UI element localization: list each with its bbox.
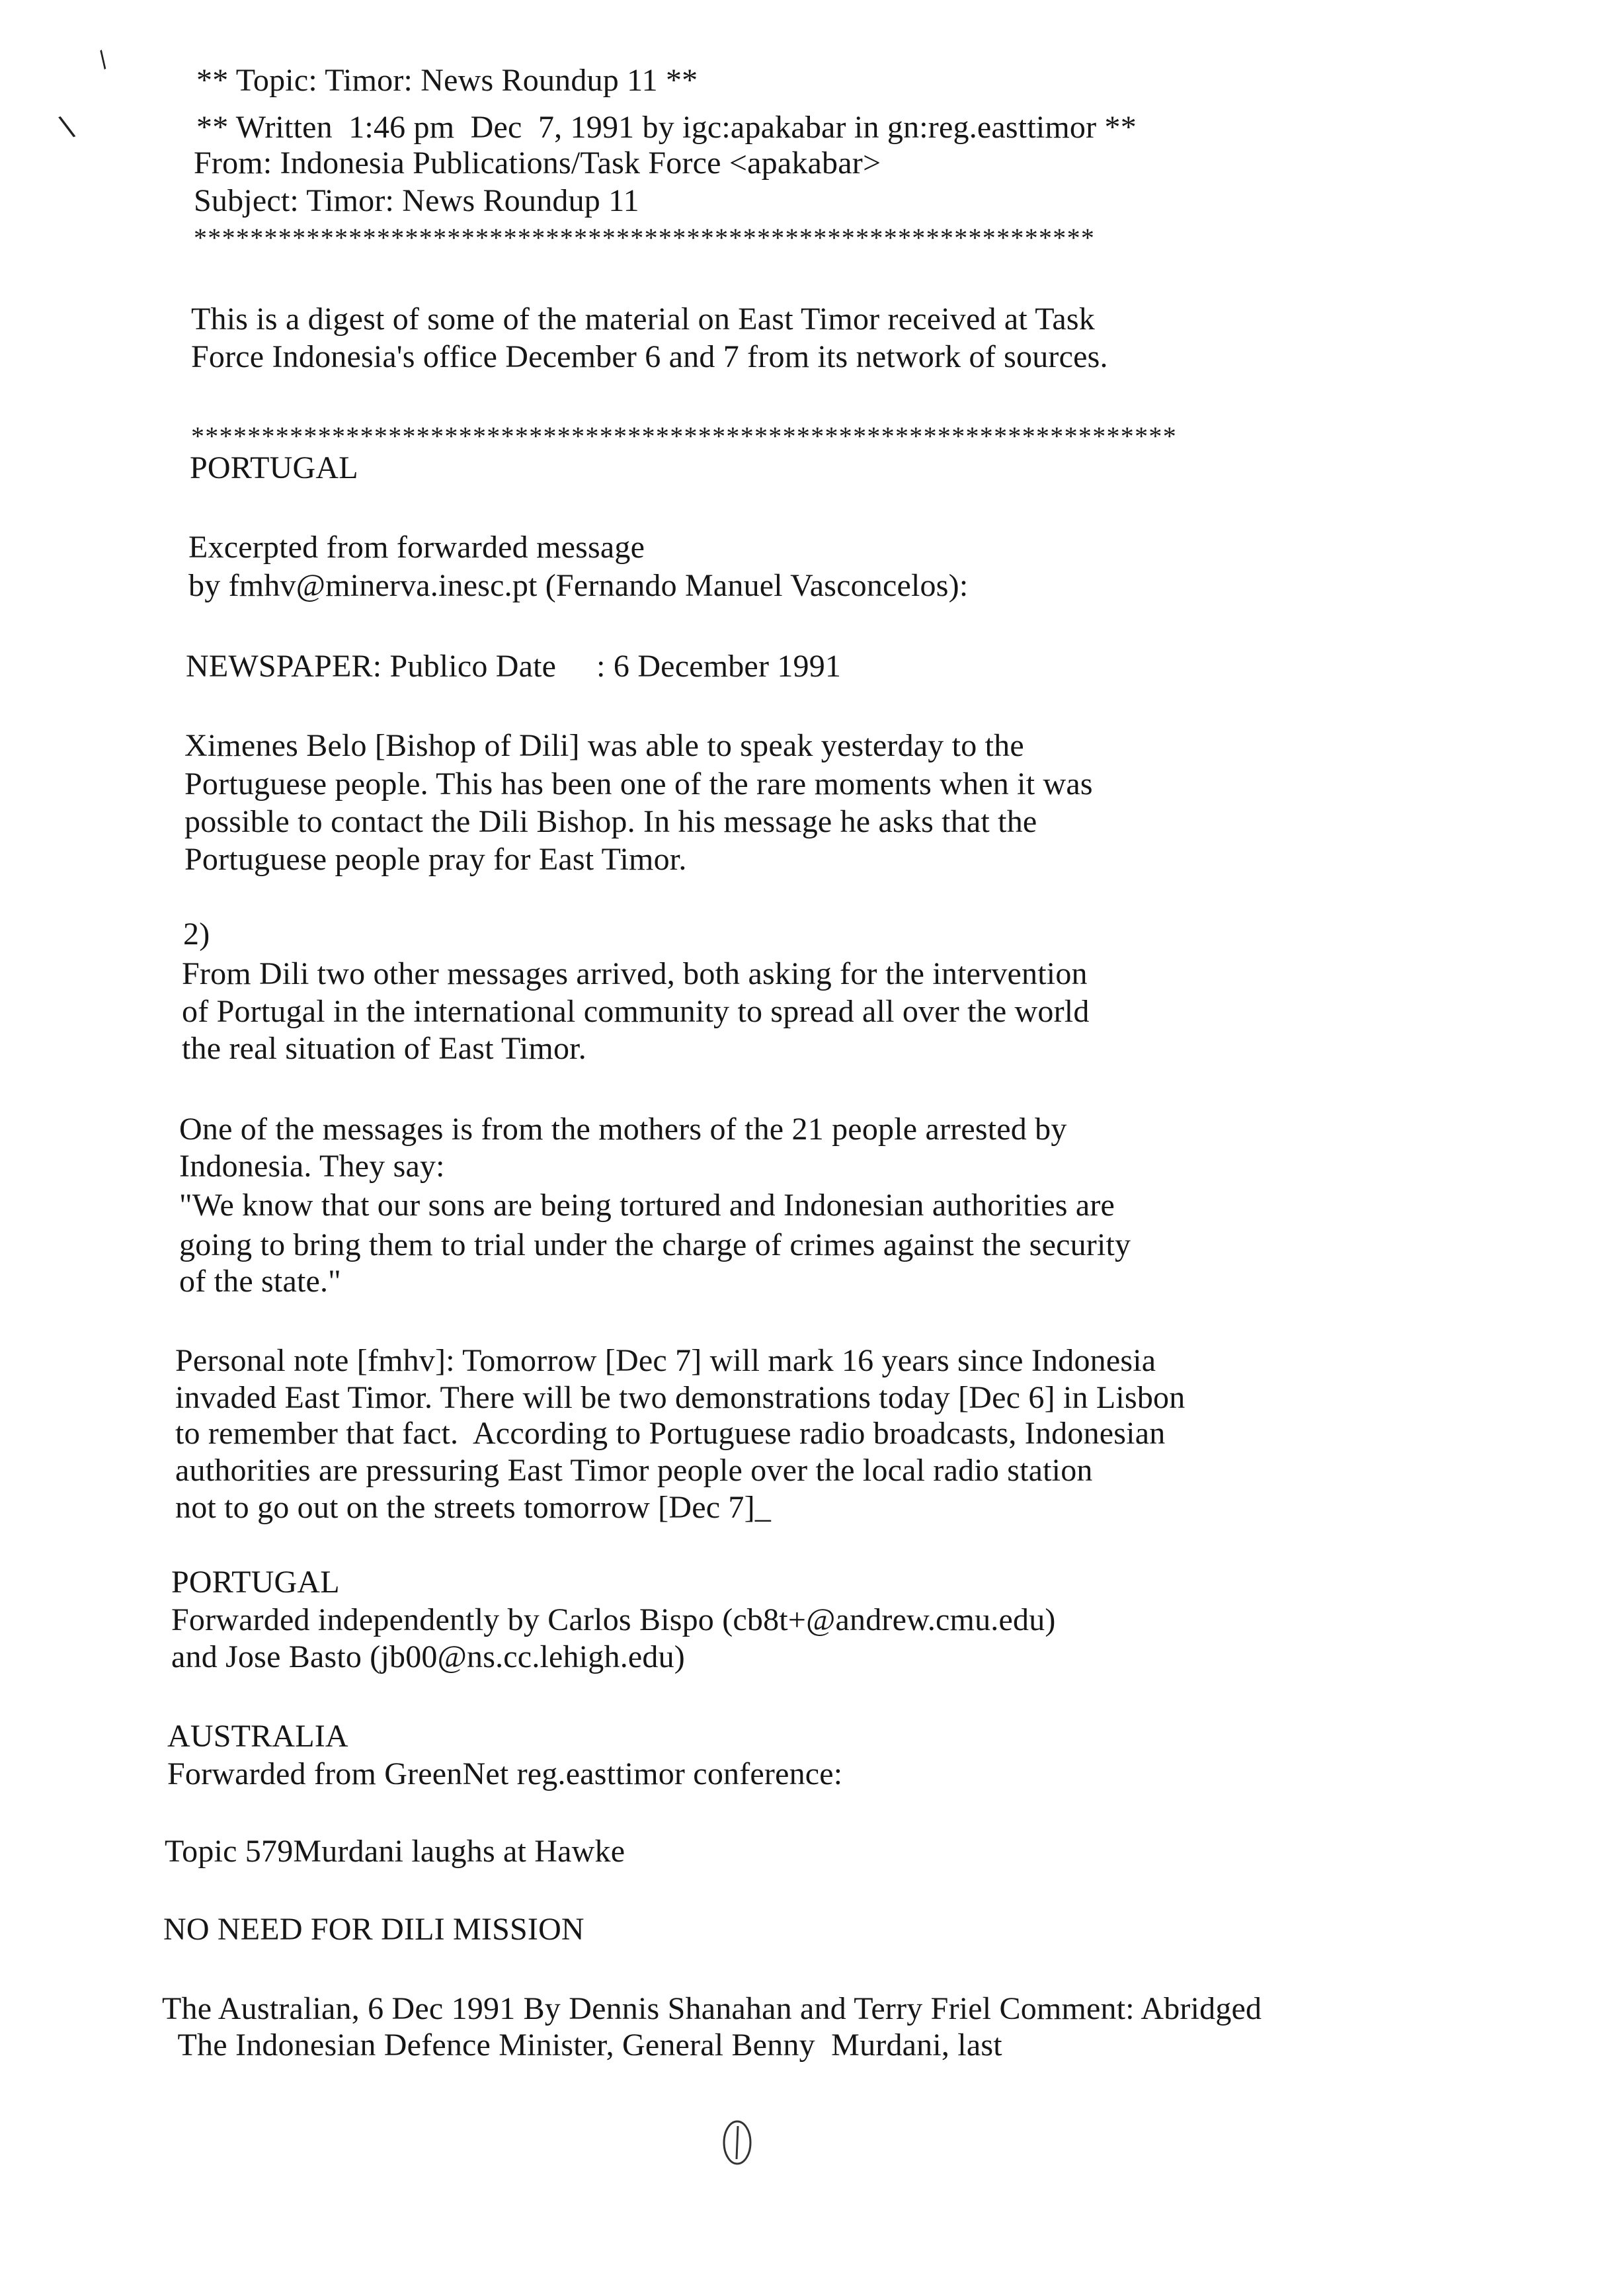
- forwarded-line: Forwarded independently by Carlos Bispo (cb8t+@andrew.cmu.edu): [171, 1602, 1056, 1637]
- paragraph-line: Personal note [fmhv]: Tomorrow [Dec 7] will mark 16 years since Indonesia: [175, 1343, 1156, 1378]
- separator-line: ****************************************************************: [194, 223, 1096, 253]
- pen-mark-icon: ∕: [93, 46, 113, 73]
- paragraph-line: possible to contact the Dili Bishop. In his message he asks that the: [184, 804, 1037, 839]
- article-body-line: The Indonesian Defence Minister, General Benny Murdani, last: [162, 2028, 1002, 2063]
- header-subject: Subject: Timor: News Roundup 11: [194, 183, 639, 218]
- header-from: From: Indonesia Publications/Task Force <apakabar>: [194, 145, 881, 181]
- article-byline: The Australian, 6 Dec 1991 By Dennis Shanahan and Terry Friel Comment: Abridged: [162, 1991, 1262, 2026]
- header-written: ** Written 1:46 pm Dec 7, 1991 by igc:apakabar in gn:reg.easttimor **: [196, 110, 1137, 145]
- paragraph-line: Portuguese people pray for East Timor.: [184, 842, 687, 877]
- paragraph-line: going to bring them to trial under the charge of crimes against the security: [179, 1227, 1131, 1262]
- newspaper-line: NEWSPAPER: Publico Date : 6 December 1991: [186, 649, 842, 684]
- paragraph-line: Ximenes Belo [Bishop of Dili] was able to speak yesterday to the: [184, 728, 1024, 763]
- intro-line: This is a digest of some of the material on East Timor received at Task: [191, 302, 1096, 337]
- intro-line: Force Indonesia's office December 6 and 7 from its network of sources.: [191, 339, 1108, 374]
- paragraph-line: the real situation of East Timor.: [182, 1031, 586, 1066]
- forwarded-line: and Jose Basto (jb00@ns.cc.lehigh.edu): [171, 1639, 685, 1674]
- excerpt-line: by fmhv@minerva.inesc.pt (Fernando Manuel Vasconcelos):: [188, 568, 969, 603]
- pen-mark-icon: ∖: [52, 108, 81, 147]
- paragraph-line: not to go out on the streets tomorrow [Dec 7]_: [175, 1490, 772, 1525]
- header-topic: ** Topic: Timor: News Roundup 11 **: [196, 63, 698, 98]
- forwarded-line: Forwarded from GreenNet reg.easttimor conference:: [167, 1756, 843, 1791]
- page-number-circle-icon: [717, 2113, 757, 2169]
- paragraph-line: Indonesia. They say:: [179, 1149, 445, 1184]
- section-heading: PORTUGAL: [171, 1565, 340, 1600]
- paragraph-line: authorities are pressuring East Timor people over the local radio station: [175, 1453, 1093, 1488]
- section-heading: PORTUGAL: [190, 450, 358, 485]
- paragraph-line: "We know that our sons are being tortured and Indonesian authorities are: [179, 1188, 1115, 1223]
- article-headline: NO NEED FOR DILI MISSION: [163, 1912, 584, 1947]
- paragraph-line: Portuguese people. This has been one of the rare moments when it was: [184, 766, 1093, 801]
- excerpt-line: Excerpted from forwarded message: [188, 530, 645, 565]
- paragraph-line: to remember that fact. According to Portuguese radio broadcasts, Indonesian: [175, 1416, 1166, 1451]
- topic-line: Topic 579Murdani laughs at Hawke: [165, 1834, 625, 1869]
- paragraph-line: One of the messages is from the mothers of the 21 people arrested by: [179, 1112, 1067, 1147]
- section-heading: AUSTRALIA: [167, 1719, 348, 1754]
- paragraph-line: invaded East Timor. There will be two demonstrations today [Dec 6] in Lisbon: [175, 1380, 1186, 1415]
- list-marker: 2): [183, 917, 210, 952]
- paragraph-line: From Dili two other messages arrived, both asking for the intervention: [182, 956, 1088, 991]
- paragraph-line: of the state.": [179, 1264, 341, 1299]
- paragraph-line: of Portugal in the international community to spread all over the world: [182, 994, 1090, 1029]
- separator-line: **********************************************************************: [191, 421, 1177, 451]
